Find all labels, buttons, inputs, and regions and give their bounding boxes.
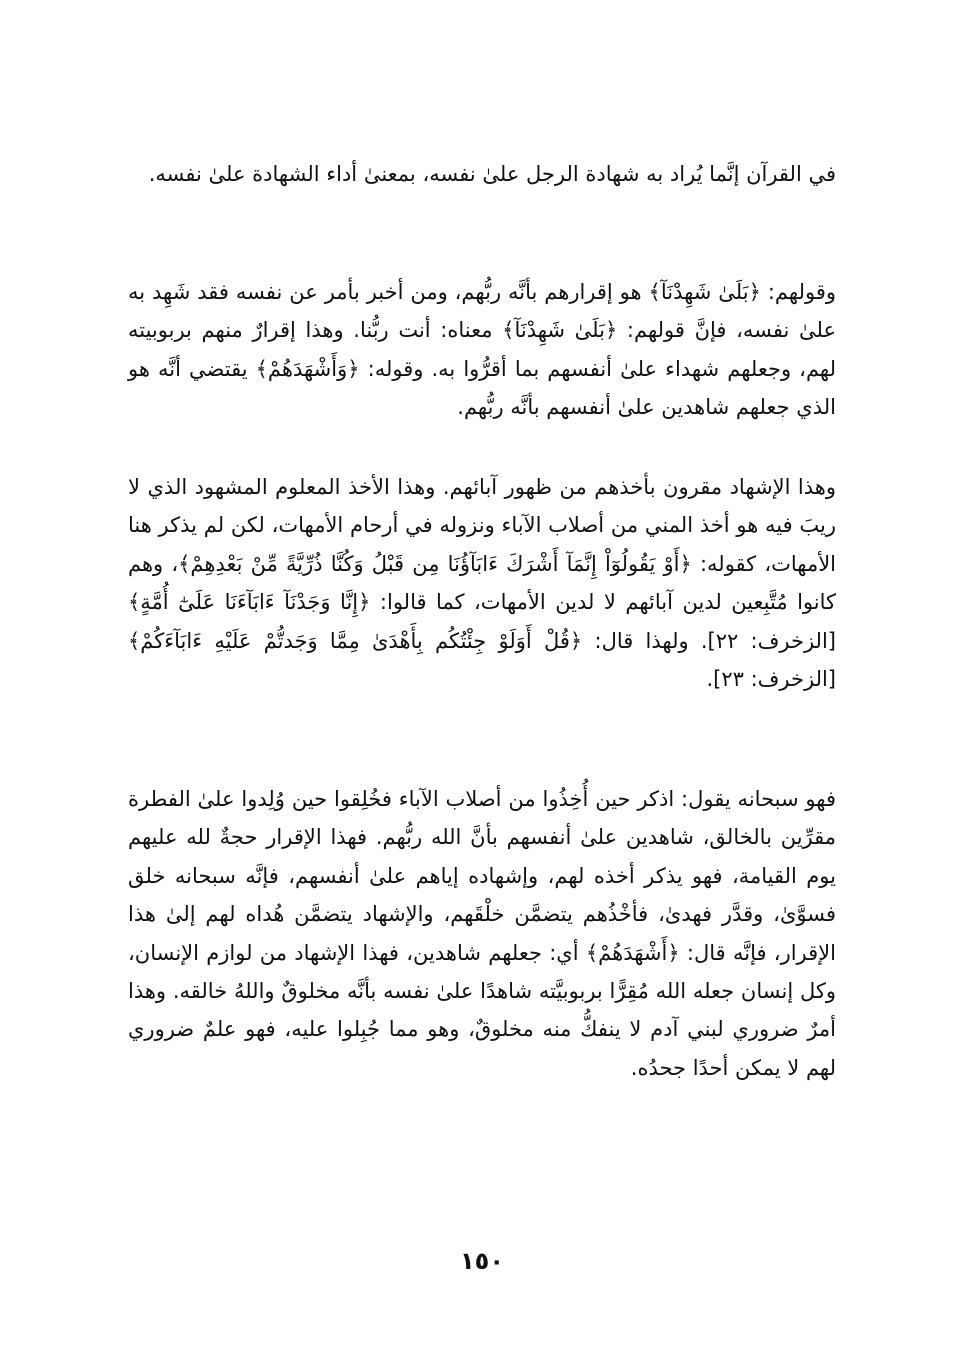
- page-body: [128, 155, 836, 1204]
- paragraph-2: وقولهم: ﴿بَلَىٰ شَهِدْنَآ﴾ هو إقرارهم بأنَّه ربُّهم، ومن أخبر بأمر عن نفسه فقد شَهِد به علىٰ نفسه، فإنَّ قولهم: ﴿بَلَىٰ شَهِدْنَآ﴾ معناه: أنت ربُّنا. وهذا إقرارٌ منهم بربوبيته لهم، وجعلهم شهداء علىٰ أنفسهم بما أقرُّوا به. وقوله: ﴿وَأَشْهَدَهُمْ﴾ يقتضي أنَّه هو الذي جعلهم شاهدين علىٰ أنفسهم بأنَّه ربُّهم.: [128, 280, 836, 420]
- paragraph-3: وهذا الإشهاد مقرون بأخذهم من ظهور آبائهم. وهذا الأخذ المعلوم المشهود الذي لا ريبَ فيه هو أخذ المني من أصلاب الآباء ونزوله في أرحام الأمهات، لكن لم يذكر هنا الأمهات، كقوله: ﴿أَوْ يَقُولُوٓاْ إِنَّمَآ أَشْرَكَ ءَابَآؤُنَا مِن قَبْلُ وَكُنَّا ذُرِّيَّةً مِّنْ بَعْدِهِمْ﴾، وهم كانوا مُتَّبِعين لدين آبائهم لا لدين الأمهات، كما قالوا: ﴿إِنَّا وَجَدْنَآ ءَابَآءَنَا عَلَىٰٓ أُمَّةٍ﴾ [الزخرف: ٢٢]. ولهذا قال: ﴿قُلْ أَوَلَوْ جِئْتُكُم بِأَهْدَىٰ مِمَّا وَجَدتُّمْ عَلَيْهِ ءَابَآءَكُمْ﴾ [الزخرف: ٢٣].: [128, 475, 836, 692]
- page-number: ١٥٠: [460, 1247, 504, 1275]
- paragraph-1: في القرآن إنَّما يُراد به شهادة الرجل علىٰ نفسه، بمعنىٰ أداء الشهادة علىٰ نفسه.: [148, 162, 836, 186]
- paragraph-4: فهو سبحانه يقول: اذكر حين أُخِذُوا من أصلاب الآباء فخُلِقوا حين وُلِدوا علىٰ الفطرة مقرِّين بالخالق، شاهدين علىٰ أنفسهم بأنَّ الله ربُّهم. فهذا الإقرار حجةٌ لله عليهم يوم القيامة، فهو يذكر أخذه لهم، وإشهاده إياهم علىٰ أنفسهم، فإنَّه سبحانه خلق فسوَّىٰ، وقدَّر فهدىٰ، فأخْذُهم يتضمَّن خلْقَهم، والإشهاد يتضمَّن هُداه لهم إلىٰ هذا الإقرار، فإنَّه قال: ﴿أَشْهَدَهُمْ﴾ أي: جعلهم شاهدين، فهذا الإشهاد من لوازم الإنسان، وكل إنسان جعله الله مُقِرًّا بربوبيَّته شاهدًا علىٰ نفسه بأنَّه مخلوقٌ واللهُ خالقه. وهذا أمرٌ ضروري لبني آدم لا ينفكُّ منه مخلوقٌ، وهو مما جُبِلوا عليه، فهو علمٌ ضروري لهم لا يمكن أحدًا جحدُه.: [128, 787, 836, 1080]
